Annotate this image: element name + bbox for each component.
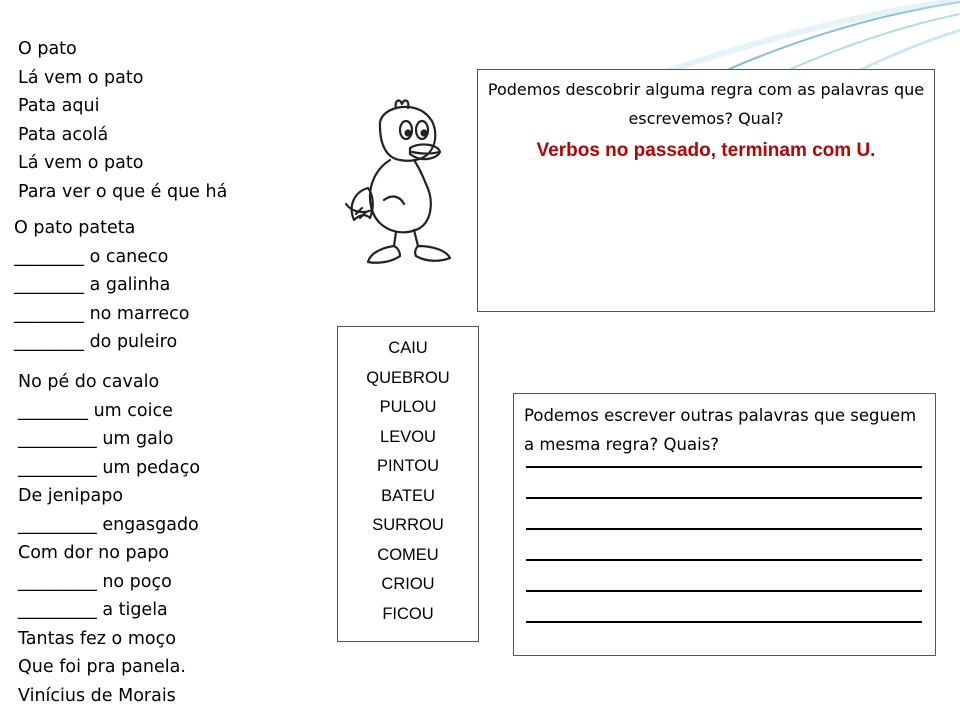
word-item: QUEBROU xyxy=(366,368,450,387)
poem-stanza-2 xyxy=(14,214,190,357)
poem-fill-line: _________ engasgado xyxy=(18,514,199,535)
word-item: CRIOU xyxy=(381,575,435,593)
answer-line[interactable] xyxy=(526,561,922,592)
answer-line[interactable] xyxy=(526,592,922,623)
word-item: SURROU xyxy=(372,516,444,534)
poem-line: O pato pateta xyxy=(14,218,136,238)
poem-fill-line: ________ no marreco xyxy=(14,303,190,324)
poem-title: O pato xyxy=(18,39,77,59)
answer-line[interactable] xyxy=(526,499,922,530)
poem-stanza-1 xyxy=(18,35,227,206)
poem-fill-line: _________ no poço xyxy=(18,571,172,592)
poem-fill-line: _________ um pedaço xyxy=(18,457,201,478)
poem-line: Com dor no papo xyxy=(18,543,170,563)
poem-fill-line: ________ um coice xyxy=(18,400,173,421)
question-box-rule xyxy=(477,69,935,312)
question-text: Podemos escrever outras palavras que seguem a mesma regra? Quais? xyxy=(524,406,917,454)
word-item: BATEU xyxy=(381,486,435,505)
word-list-box xyxy=(337,326,479,642)
poem-stanza-3 xyxy=(18,368,200,710)
poem-fill-line: _________ um galo xyxy=(18,429,174,449)
word-item: FICOU xyxy=(382,604,434,623)
poem-line: Para ver o que é que há xyxy=(18,181,228,202)
poem-fill-line: ________ do puleiro xyxy=(14,332,178,352)
answer-line[interactable] xyxy=(526,459,922,468)
poem-line: Pata acolá xyxy=(18,124,109,145)
word-item: CAIU xyxy=(388,339,428,357)
word-item: COMEU xyxy=(377,545,439,564)
poem-fill-line: ________ o caneco xyxy=(14,246,169,267)
poem-fill-line: ________ a galinha xyxy=(14,275,171,295)
poem-author: Vinícius de Morais xyxy=(18,685,176,706)
answer-line[interactable] xyxy=(526,530,922,561)
poem-line: No pé do cavalo xyxy=(18,372,160,392)
poem-line: Tantas fez o moço xyxy=(18,628,176,649)
poem-line: De jenipapo xyxy=(18,486,124,506)
question-box-more-words xyxy=(513,393,936,656)
poem-line: Que foi pra panela. xyxy=(18,657,186,677)
poem-line: Lá vem o pato xyxy=(18,67,144,88)
poem-fill-line: _________ a tigela xyxy=(18,600,168,620)
question-text: Podemos descobrir alguma regra com as palavras que escrevemos? Qual? xyxy=(487,80,925,128)
answer-line[interactable] xyxy=(526,468,922,499)
word-item: PINTOU xyxy=(376,457,440,475)
answer-text: Verbos no passado, terminam com U. xyxy=(536,140,876,161)
poem-line: Pata aqui xyxy=(18,96,100,116)
word-item: LEVOU xyxy=(380,427,436,446)
poem-line: Lá vem o pato xyxy=(18,153,144,173)
word-item: PULOU xyxy=(379,398,437,416)
duck-icon xyxy=(340,96,460,276)
